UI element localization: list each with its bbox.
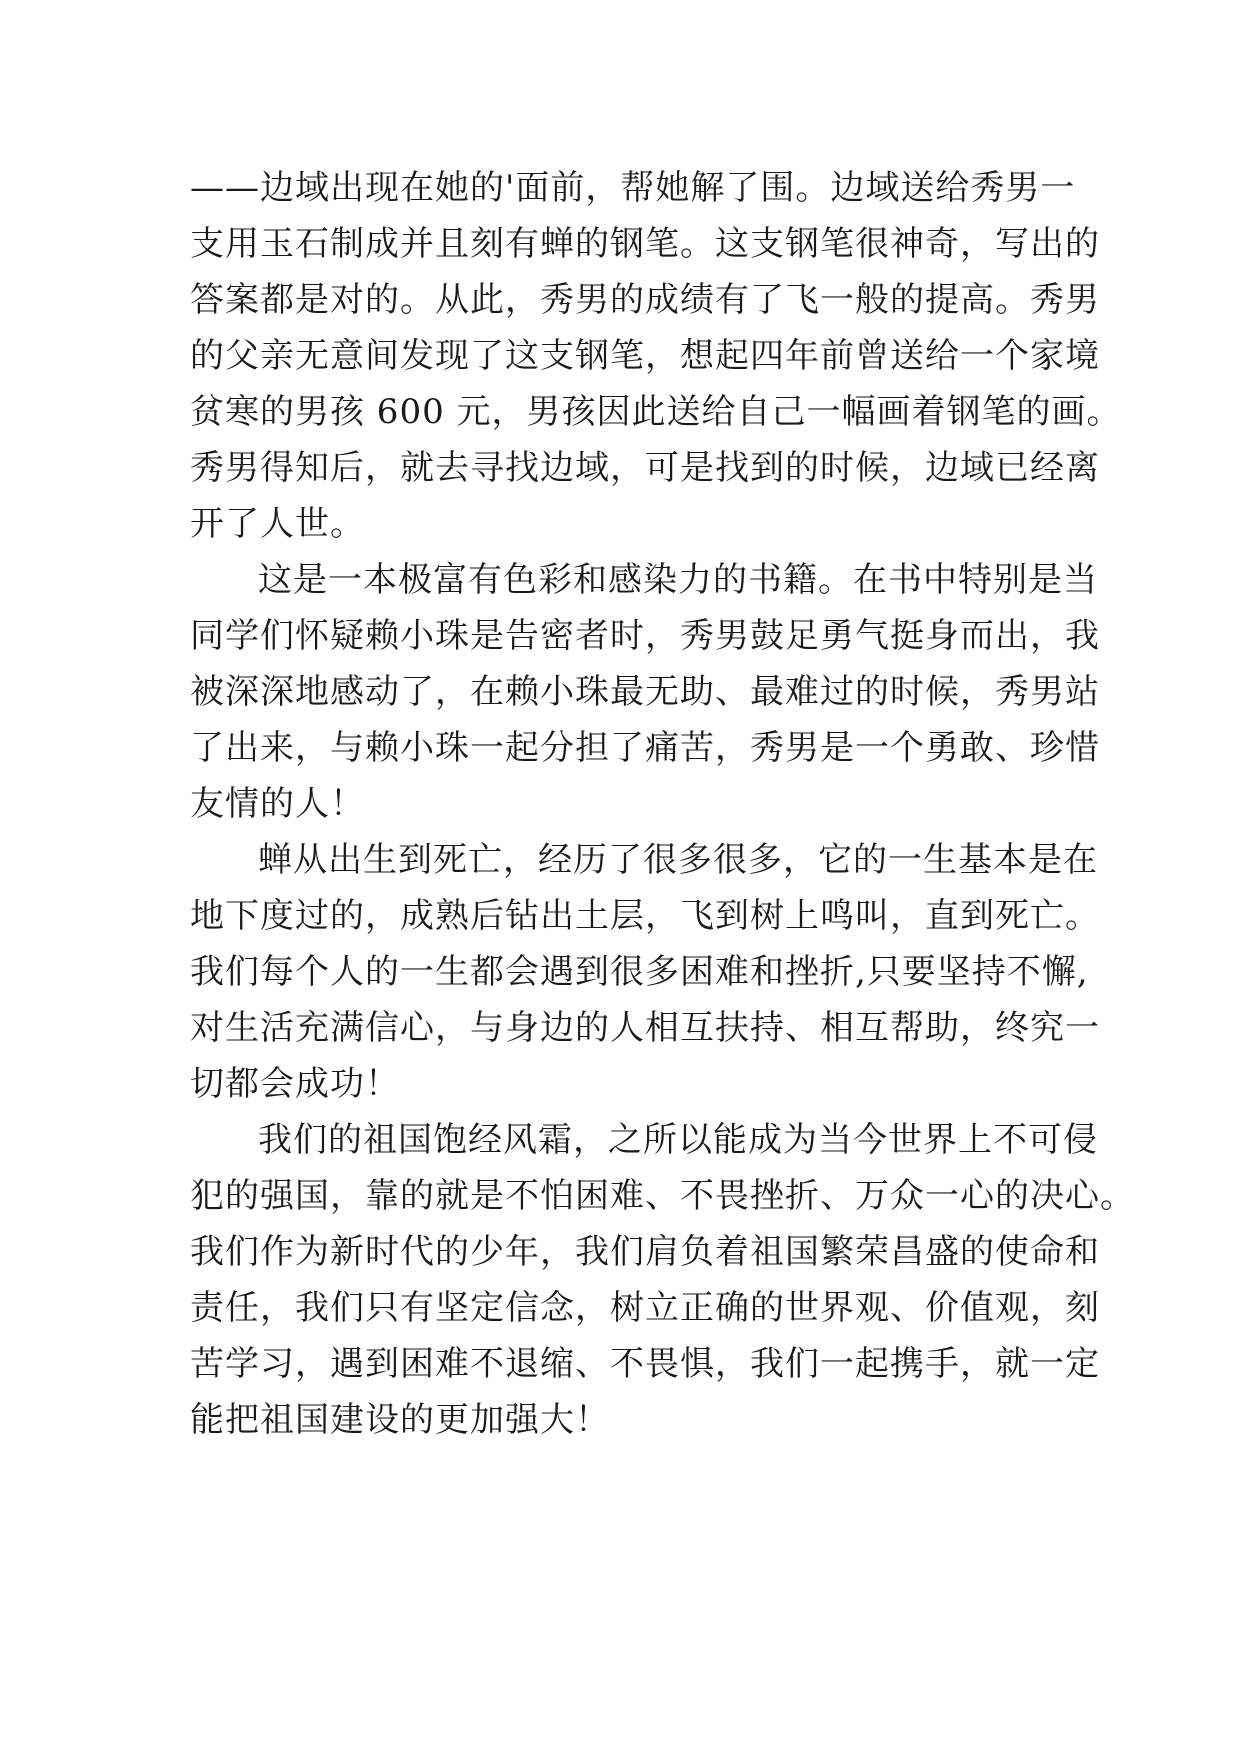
text-line: 同学们怀疑赖小珠是告密者时，秀男鼓足勇气挺身而出，我 — [190, 616, 1100, 656]
text-line: 我们每个人的一生都会遇到很多困难和挫折,只要坚持不懈, — [190, 952, 1089, 992]
text-line: 答案都是对的。从此，秀男的成绩有了飞一般的提高。秀男 — [190, 280, 1100, 320]
text-line: 秀男得知后，就去寻找边域，可是找到的时候，边域已经离 — [190, 448, 1100, 488]
text-line: 支用玉石制成并且刻有蝉的钢笔。这支钢笔很神奇，写出的 — [190, 224, 1100, 264]
paragraph-first-line: 这是一本极富有色彩和感染力的书籍。在书中特别是当 — [258, 560, 1098, 600]
text-line: ——边域出现在她的'面前，帮她解了围。边域送给秀男一 — [190, 168, 1076, 208]
text-line: 开了人世。 — [190, 504, 365, 544]
text-line: 被深深地感动了，在赖小珠最无助、最难过的时候，秀男站 — [190, 672, 1100, 712]
text-line: 切都会成功！ — [190, 1064, 400, 1104]
text-line: 责任，我们只有坚定信念，树立正确的世界观、价值观，刻 — [190, 1288, 1100, 1328]
text-line: 了出来，与赖小珠一起分担了痛苦，秀男是一个勇敢、珍惜 — [190, 728, 1100, 768]
paragraph-first-line: 我们的祖国饱经风霜，之所以能成为当今世界上不可侵 — [258, 1120, 1098, 1160]
text-line: 对生活充满信心，与身边的人相互扶持、相互帮助，终究一 — [190, 1008, 1100, 1048]
text-line: 的父亲无意间发现了这支钢笔，想起四年前曾送给一个家境 — [190, 336, 1100, 376]
text-line: 我们作为新时代的少年，我们肩负着祖国繁荣昌盛的使命和 — [190, 1232, 1100, 1272]
text-line: 苦学习，遇到困难不退缩、不畏惧，我们一起携手，就一定 — [190, 1344, 1100, 1384]
text-line: 友情的人！ — [190, 784, 365, 824]
paragraph-first-line: 蝉从出生到死亡，经历了很多很多，它的一生基本是在 — [258, 840, 1098, 880]
text-line: 贫寒的男孩 600 元，男孩因此送给自己一幅画着钢笔的画。 — [190, 392, 1122, 432]
text-line: 能把祖国建设的更加强大！ — [190, 1400, 610, 1440]
text-line: 地下度过的，成熟后钻出土层，飞到树上鸣叫，直到死亡。 — [190, 896, 1100, 936]
text-line: 犯的强国，靠的就是不怕困难、不畏挫折、万众一心的决心。 — [190, 1176, 1135, 1216]
